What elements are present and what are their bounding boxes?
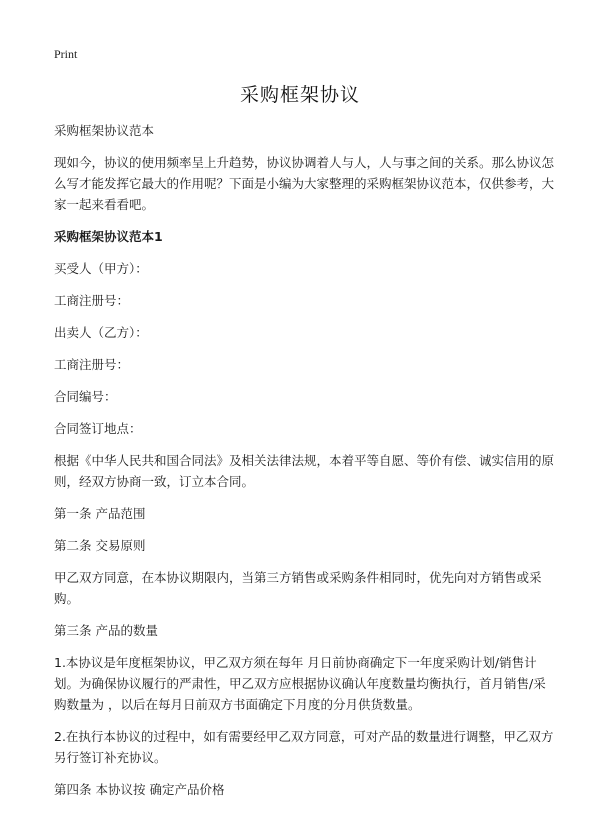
- buyer-registration-field: 工商注册号：: [54, 293, 130, 308]
- document-body: [54, 120, 554, 811]
- seller-registration-field: 工商注册号：: [54, 357, 130, 372]
- intro-paragraph: 现如今，协议的使用频率呈上升趋势，协议协调着人与人，人与事之间的关系。那么协议怎么写才能发挥它最大的作用呢？下面是小编为大家整理的采购框架协议范本，仅供参考，大家一起来看看吧。: [54, 155, 555, 212]
- article-3-clause-1: 1.本协议是年度框架协议，甲乙双方须在每年 月日前协商确定下一年度采购计划/销售计划。为确保协议履行的严肃性，甲乙双方应根据协议确认年度数量均衡执行，首月销售/采购数量为 ，以后在每月日前双方书面确定下月度的分月供货数量。: [54, 655, 546, 712]
- seller-field: 出卖人（乙方）：: [54, 325, 148, 340]
- article-1-heading: 第一条 产品范围: [54, 506, 146, 521]
- article-3-heading: 第三条 产品的数量: [54, 623, 158, 638]
- print-label: Print: [54, 47, 78, 61]
- signing-location-field: 合同签订地点：: [54, 421, 142, 436]
- subtitle: 采购框架协议范本: [54, 123, 155, 138]
- legal-basis-paragraph: 根据《中华人民共和国合同法》及相关法律法规，本着平等自愿、等价有偿、诚实信用的原则，经双方协商一致，订立本合同。: [54, 453, 555, 489]
- document-title: 采购框架协议: [239, 84, 360, 106]
- buyer-field: 买受人（甲方）：: [54, 261, 148, 276]
- section-heading: 采购框架协议范本1: [54, 229, 163, 244]
- article-2-heading: 第二条 交易原则: [54, 538, 146, 553]
- article-4-heading: 第四条 本协议按 确定产品价格: [54, 782, 225, 797]
- article-2-paragraph: 甲乙双方同意，在本协议期限内，当第三方销售或采购条件相同时，优先向对方销售或采购。: [54, 570, 542, 606]
- article-3-clause-2: 2.在执行本协议的过程中，如有需要经甲乙双方同意，可对产品的数量进行调整，甲乙双方另行签订补充协议。: [54, 729, 554, 765]
- contract-number-field: 合同编号：: [54, 389, 117, 404]
